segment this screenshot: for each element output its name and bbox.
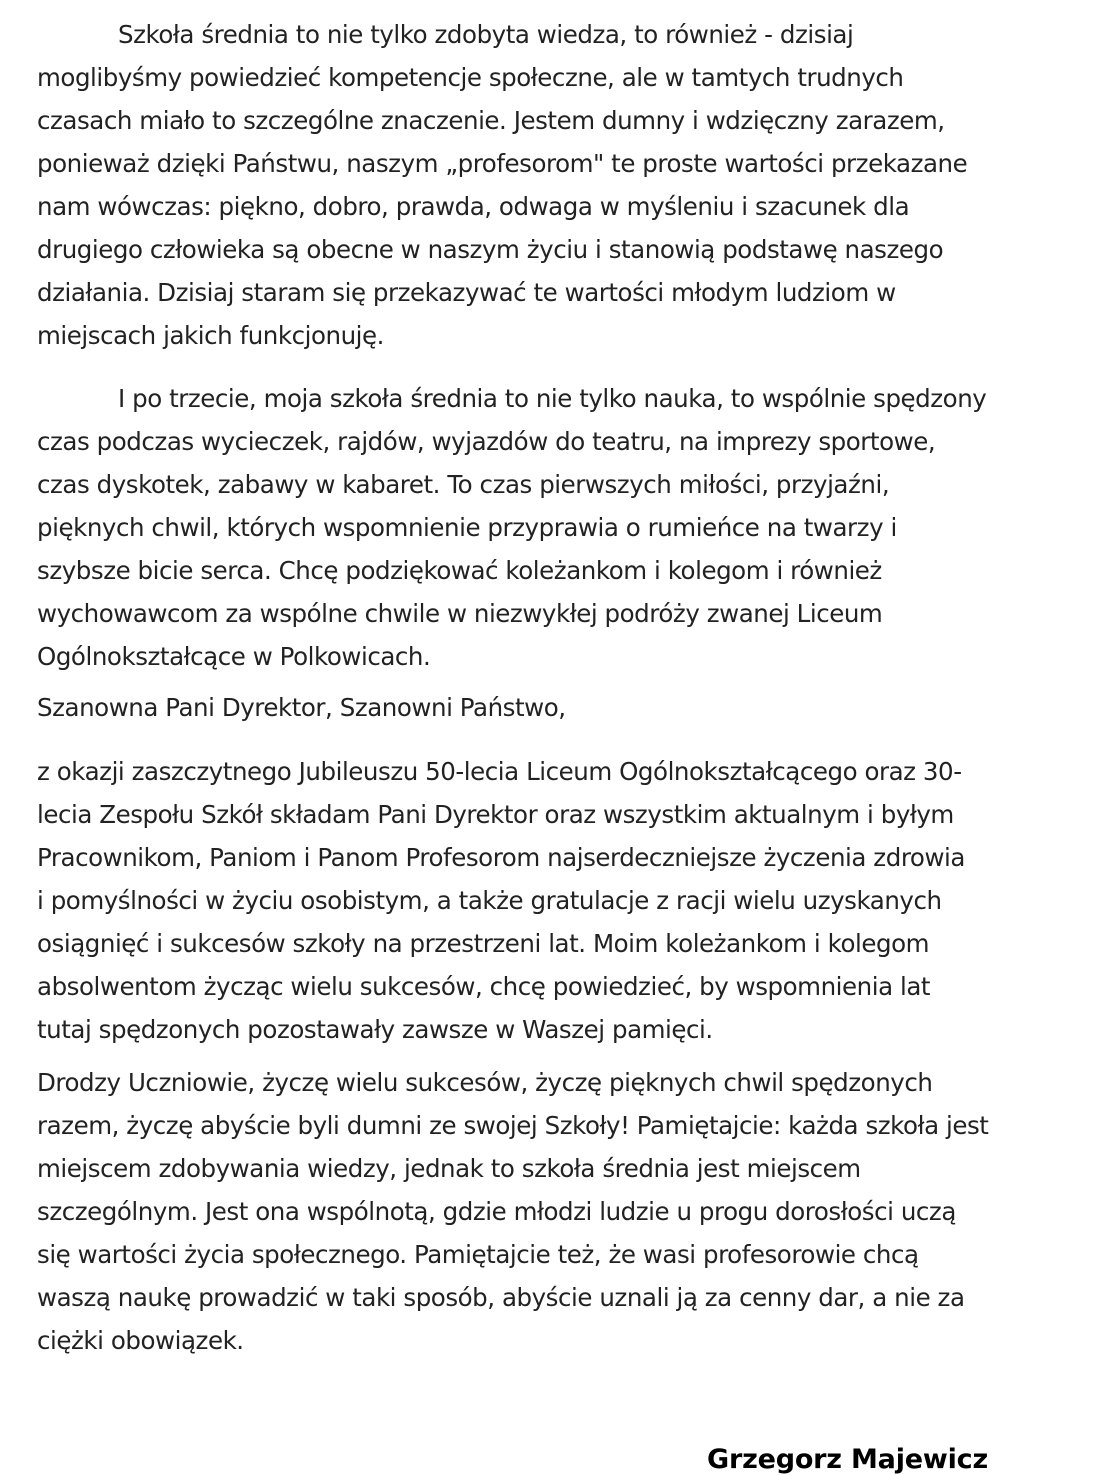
text-line: Pracownikom, Paniom i Panom Profesorom najserdeczniejsze życzenia zdrowia bbox=[37, 843, 965, 872]
text-line: miejscach jakich funkcjonuję. bbox=[37, 321, 384, 350]
text-line: Drodzy Uczniowie, życzę wielu sukcesów, życzę pięknych chwil spędzonych bbox=[37, 1068, 933, 1097]
text-line: z okazji zaszczytnego Jubileuszu 50-lecia Liceum Ogólnokształcącego oraz 30- bbox=[37, 757, 962, 786]
text-line: czas podczas wycieczek, rajdów, wyjazdów do teatru, na imprezy sportowe, bbox=[37, 427, 936, 456]
text-line: nam wówczas: piękno, dobro, prawda, odwaga w myśleniu i szacunek dla bbox=[37, 192, 910, 221]
text-line: tutaj spędzonych pozostawały zawsze w Waszej pamięci. bbox=[37, 1015, 713, 1044]
text-line: wychowawcom za wspólne chwile w niezwykłej podróży zwanej Liceum bbox=[37, 599, 883, 628]
paragraph-2 bbox=[37, 377, 1087, 678]
text-line: szczególnym. Jest ona wspólnotą, gdzie młodzi ludzie u progu dorosłości uczą bbox=[37, 1197, 956, 1226]
text-line: i pomyślności w życiu osobistym, a także gratulacje z racji wielu uzyskanych bbox=[37, 886, 942, 915]
text-line: drugiego człowieka są obecne w naszym życiu i stanowią podstawę naszego bbox=[37, 235, 944, 264]
text-line: miejscem zdobywania wiedzy, jednak to szkoła średnia jest miejscem bbox=[37, 1154, 861, 1183]
text-line: osiągnięć i sukcesów szkoły na przestrzeni lat. Moim koleżankom i kolegom bbox=[37, 929, 930, 958]
text-line: waszą naukę prowadzić w taki sposób, abyście uznali ją za cenny dar, a nie za bbox=[37, 1283, 965, 1312]
paragraph-1 bbox=[37, 13, 1087, 357]
text-line: szybsze bicie serca. Chcę podziękować koleżankom i kolegom i również bbox=[37, 556, 882, 585]
text-line: lecia Zespołu Szkół składam Pani Dyrektor oraz wszystkim aktualnym i byłym bbox=[37, 800, 954, 829]
text-line: pięknych chwil, których wspomnienie przyprawia o rumieńce na twarzy i bbox=[37, 513, 897, 542]
text-line: moglibyśmy powiedzieć kompetencje społeczne, ale w tamtych trudnych bbox=[37, 63, 904, 92]
text-line: absolwentom życząc wielu sukcesów, chcę powiedzieć, by wspomnienia lat bbox=[37, 972, 931, 1001]
text-line: razem, życzę abyście byli dumni ze swojej Szkoły! Pamiętajcie: każda szkoła jest bbox=[37, 1111, 989, 1140]
salutation-text: Szanowna Pani Dyrektor, Szanowni Państwo, bbox=[37, 693, 566, 722]
text-line: czas dyskotek, zabawy w kabaret. To czas pierwszych miłości, przyjaźni, bbox=[37, 470, 890, 499]
signature: Grzegorz Majewicz bbox=[707, 1444, 988, 1475]
text-line: czasach miało to szczególne znaczenie. Jestem dumny i wdzięczny zarazem, bbox=[37, 106, 945, 135]
text-line: Ogólnokształcące w Polkowicach. bbox=[37, 642, 431, 671]
text-line: I po trzecie, moja szkoła średnia to nie tylko nauka, to wspólnie spędzony bbox=[118, 384, 987, 413]
text-line: ciężki obowiązek. bbox=[37, 1326, 244, 1355]
paragraph-3 bbox=[37, 750, 1087, 1051]
text-line: Szkoła średnia to nie tylko zdobyta wiedza, to również - dzisiaj bbox=[118, 20, 854, 49]
text-line: się wartości życia społecznego. Pamiętajcie też, że wasi profesorowie chcą bbox=[37, 1240, 919, 1269]
text-line: działania. Dzisiaj staram się przekazywać te wartości młodym ludziom w bbox=[37, 278, 896, 307]
salutation bbox=[37, 686, 1087, 729]
text-line: ponieważ dzięki Państwu, naszym „profesorom" te proste wartości przekazane bbox=[37, 149, 968, 178]
paragraph-4 bbox=[37, 1061, 1087, 1362]
